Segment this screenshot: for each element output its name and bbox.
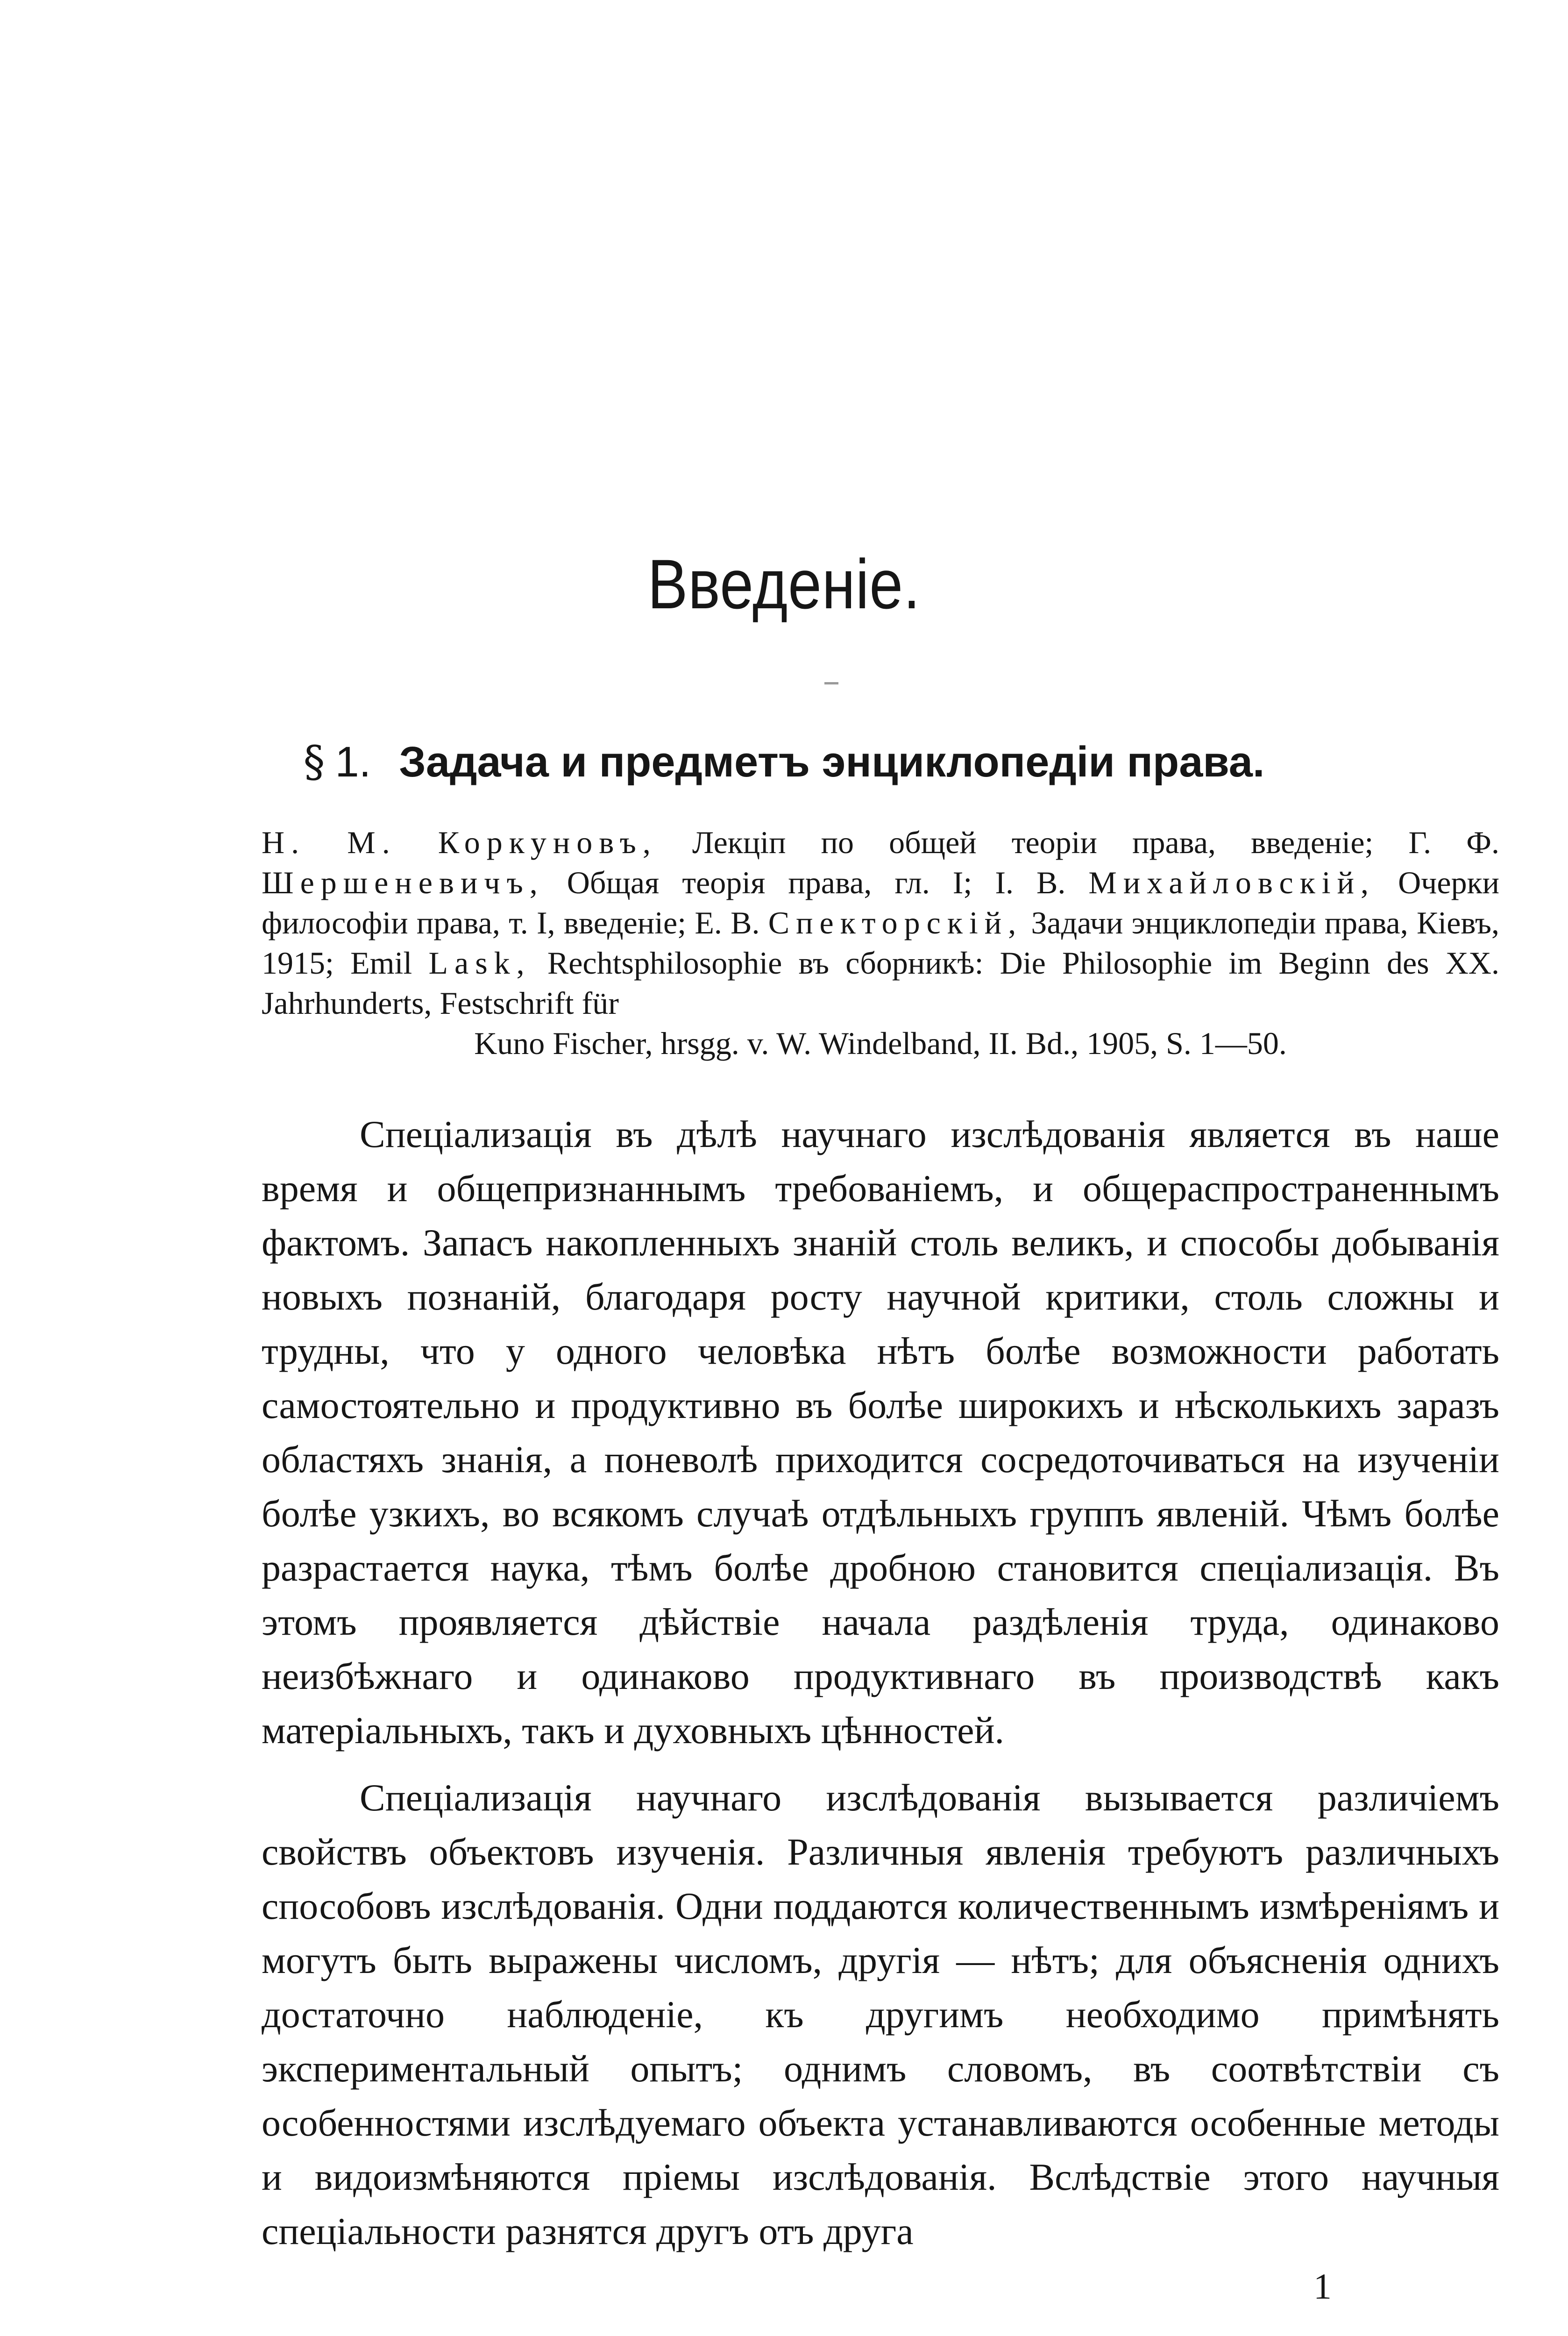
reference-author: Спекторскій,: [768, 905, 1023, 940]
reference-text: Общая теорія права, гл. I; І. В.: [544, 865, 1089, 900]
body-paragraph-2: Спеціализація научнаго изслѣдованія вызывается различіемъ свойствъ объектовъ изученія. Различныя явленія требуютъ различныхъ способовъ изслѣдованія. Одни поддаются количественнымъ измѣреніямъ и могутъ быть выражены числомъ, другія — нѣтъ; для объясненія однихъ достаточно наблюденіе, къ другимъ необходимо примѣнять экспериментальный опытъ; однимъ словомъ, въ соотвѣтствіи съ особенностями изслѣдуемаго объекта устанавливаются особенные методы и видоизмѣняются пріемы изслѣдованія. Вслѣдствіе этого научныя спеціальности разнятся другъ отъ друга: [262, 1776, 1499, 2252]
body-paragraph-1: Спеціализація въ дѣлѣ научнаго изслѣдованія является въ наше время и общепризнаннымъ требованіемъ, и общераспространеннымъ фактомъ. Запасъ накопленныхъ знаній столь великъ, и способы добыванія новыхъ познаній, благодаря росту научной критики, столь сложны и трудны, что у одного человѣка нѣтъ болѣе возможности работать самостоятельно и продуктивно въ болѣе широкихъ и нѣсколькихъ заразъ областяхъ знанія, а поневолѣ приходится сосредоточиваться на изученіи болѣе узкихъ, во всякомъ случаѣ отдѣльныхъ группъ явленій. Чѣмъ болѣе разрастается наука, тѣмъ болѣе дробною становится спеціализація. Въ этомъ проявляется дѣйствіе начала раздѣленія труда, одинаково неизбѣжнаго и одинаково продуктивнаго въ производствѣ какъ матеріальныхъ, такъ и духовныхъ цѣнностей.: [262, 1113, 1499, 1752]
bibliography-references: [262, 822, 1499, 1063]
section-heading: [0, 737, 1568, 787]
decorative-dash: [824, 682, 838, 684]
reference-author: Н. М. Коркуновъ,: [262, 825, 657, 860]
chapter-title: Введеніе.: [647, 545, 921, 623]
reference-text: Rechtsphilosophie въ сборникѣ: Die Philosophie im Beginn des XX. Jahrhunderts, Festschrift für: [262, 945, 1499, 1021]
section-sign: §: [303, 737, 325, 787]
reference-last-line: Kuno Fischer, hrsgg. v. W. Windelband, II. Bd., 1905, S. 1—50.: [474, 1026, 1287, 1061]
reference-author: Lask,: [428, 945, 531, 981]
reference-author: Шершеневичъ,: [262, 865, 544, 900]
reference-author: Михайловскій,: [1088, 865, 1376, 900]
reference-text: Очерки философіи права, т. I, введеніе; Е. В.: [262, 865, 1499, 940]
reference-text: Лекціп по общей теоріи права, введеніе; Г. Ф.: [657, 825, 1499, 860]
section-number: 1.: [335, 738, 371, 786]
section-title: Задача и предметъ энциклопедіи права.: [399, 738, 1265, 786]
reference-text: Задачи энциклопедіи права, Кіевъ, 1915; Emil: [262, 905, 1499, 981]
page-number: 1: [1313, 2266, 1332, 2307]
